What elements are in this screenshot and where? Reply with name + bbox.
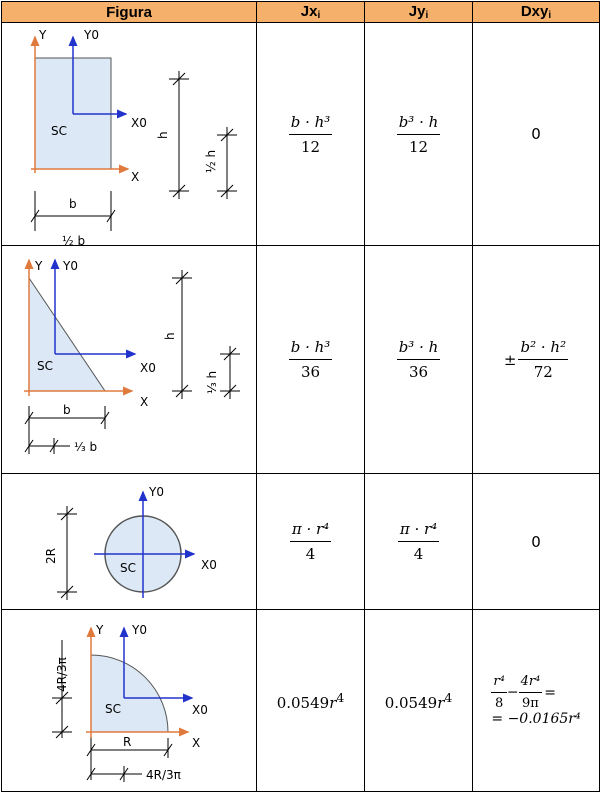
label-half-b: ½ b [62, 234, 86, 246]
header-jx: $Jx_i$ [257, 2, 365, 23]
circle-diagram [2, 474, 257, 610]
label-2r: 2R [44, 548, 58, 564]
quarter-circle-dxy: $\frac{\text{r⁴}}{8}$ − $\frac{\text{4r⁴}}{9\pi}$ = = −0.0165r⁴ [473, 610, 600, 792]
label-h: h [163, 332, 177, 340]
label-sc: SC [51, 124, 67, 138]
label-y: Y [35, 259, 43, 273]
header-jy: $Jy_i$ [365, 2, 473, 23]
triangle-dxy: ± $\frac{\text{b² · h²}}{72}$ [473, 246, 600, 474]
rectangle-jy: $\frac{\text{b³ · h}}{12}$ [365, 23, 473, 246]
label-sc: SC [105, 702, 121, 716]
label-b: b [69, 197, 77, 211]
triangle-shape [29, 278, 105, 391]
label-y0: Y0 [84, 28, 99, 42]
label-y0: Y0 [132, 623, 147, 637]
quarter-circle-shape [91, 655, 168, 732]
label-third-h: ¹⁄₃ h [205, 370, 219, 394]
quarter-circle-diagram [2, 610, 257, 792]
label-r: R [123, 735, 132, 749]
label-x0: X0 [192, 703, 208, 717]
circle-jy: $\frac{\text{π · r⁴}}{4}$ [365, 474, 473, 610]
quarter-circle-jy: $0.0549r^4$ [365, 610, 473, 792]
label-b: b [63, 403, 71, 417]
triangle-jy: $\frac{\text{b³ · h}}{36}$ [365, 246, 473, 474]
label-x0: X0 [131, 116, 147, 130]
circle-dxy: 0 [473, 474, 600, 610]
label-x: X [131, 170, 140, 184]
header-dxy: Dxy$_i$ [473, 2, 600, 23]
quarter-circle-figure [2, 610, 257, 792]
label-sc: SC [37, 359, 53, 373]
header-row [2, 2, 600, 23]
quarter-circle-jx: $0.0549r^4$ [257, 610, 365, 792]
rectangle-figure [2, 23, 257, 246]
label-x: X [140, 395, 149, 409]
triangle-jx: $\frac{\text{b · h³}}{36}$ [257, 246, 365, 474]
label-y: Y [96, 623, 104, 637]
label-x0: X0 [201, 558, 217, 572]
label-sc: SC [120, 561, 136, 575]
rectangle-diagram [2, 23, 257, 246]
label-h: h [156, 131, 170, 139]
circle-jx: $\frac{\text{π · r⁴}}{4}$ [257, 474, 365, 610]
dim-h [169, 71, 237, 199]
label-y0: Y0 [63, 259, 78, 273]
label-third-b: ¹⁄₃ b [74, 440, 98, 454]
label-x: X [192, 736, 201, 750]
label-4r-h: 4R/3π [146, 768, 181, 782]
inertia-table [1, 1, 600, 792]
label-half-h: ½ h [204, 149, 218, 173]
row-quarter-circle [2, 610, 600, 792]
rectangle-jx: $\frac{\text{b · h³}}{12}$ [257, 23, 365, 246]
circle-figure [2, 474, 257, 610]
row-circle [2, 474, 600, 610]
dim-2r [57, 506, 77, 600]
triangle-diagram [2, 246, 257, 474]
label-y0: Y0 [149, 485, 164, 499]
header-figura: Figura [2, 2, 257, 23]
triangle-figure [2, 246, 257, 474]
label-4r-v: 4R/3π [55, 657, 69, 692]
rectangle-dxy: 0 [473, 23, 600, 246]
label-y: Y [39, 28, 47, 42]
row-triangle [2, 246, 600, 474]
row-rectangle [2, 23, 600, 246]
label-x0: X0 [140, 361, 156, 375]
